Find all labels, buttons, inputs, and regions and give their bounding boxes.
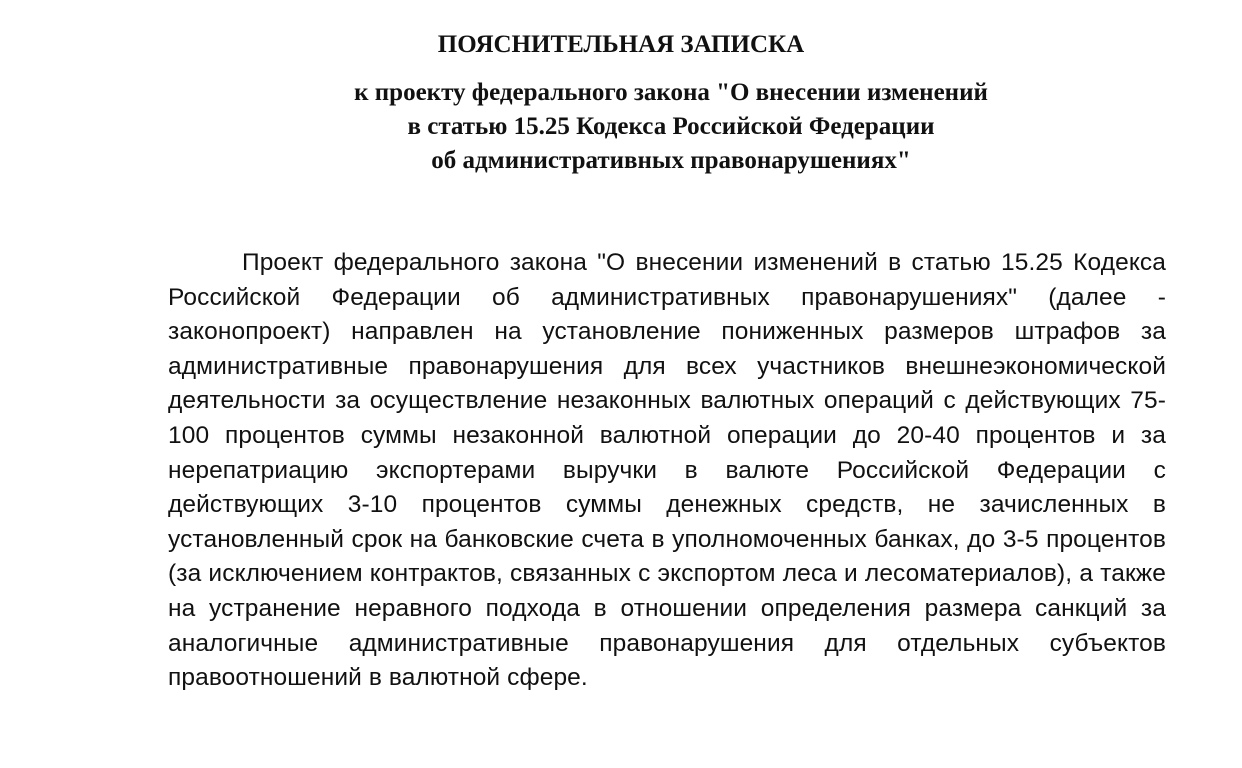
subtitle-line-2: в статью 15.25 Кодекса Российской Федерации <box>407 113 935 140</box>
body-paragraph: Проект федерального закона "О внесении изменений в статью 15.25 Кодекса Российской Федерации об административных правонарушениях" (далее - законопроект) направлен на установление пониженных размеров штрафов за административные правонарушения для всех участников внешнеэкономической деятельности за осуществление незаконных валютных операций с действующих 75-100 процентов суммы незаконной валютной операции до 20-40 процентов и за нерепатриацию экспортерами выручки в валюте Российской Федерации с действующих 3-10 процентов суммы денежных средств, не зачисленных в установленный срок на банковские счета в уполномоченных банках, до 3-5 процентов (за исключением контрактов, связанных с экспортом леса и лесоматериалов), а также на устранение неравного подхода в отношении определения размера санкций за аналогичные административные правонарушения для отдельных субъектов правоотношений в валютной сфере. <box>168 249 1166 692</box>
subtitle-line-3: об административных правонарушениях" <box>431 147 911 174</box>
subtitle-line-1: к проекту федерального закона "О внесении изменений <box>354 79 988 106</box>
document-title: ПОЯСНИТЕЛЬНАЯ ЗАПИСКА <box>437 31 805 58</box>
document-subtitle <box>0 76 1242 178</box>
